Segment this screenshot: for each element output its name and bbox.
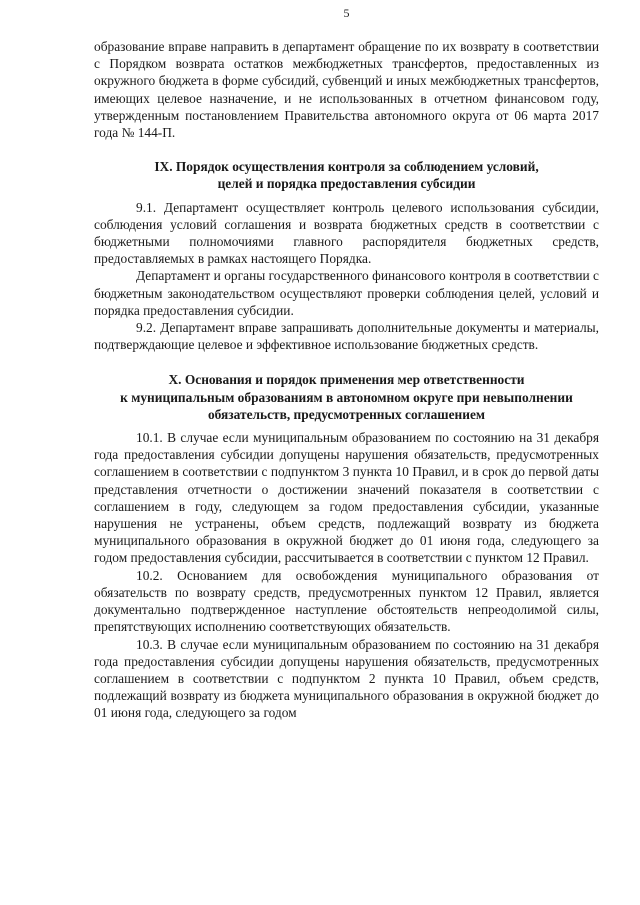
section-10-heading [94,371,599,423]
section-10-heading-line: обязательств, предусмотренных соглашением [207,406,486,422]
section-10-heading-line: X. Основания и порядок применения мер ответственности [168,372,525,388]
paragraph-9-1: 9.1. Департамент осуществляет контроль целевого использования субсидии, соблюдения условий соглашения и возврата бюджетных средств в соответствии с бюджетными полномочиями главного распорядителя бюджетных средств, предоставляемых в рамках настоящего Порядка. [94,199,599,267]
paragraph-10-1: 10.1. В случае если муниципальным образованием по состоянию на 31 декабря года предоставления субсидии допущены нарушения обязательств, предусмотренных соглашением в соответствии с подпунктом 3 пункта 10 Правил, и в срок до первой даты представления отчетности о достижении значений показателя в соответствии с соглашением в году, следующем за годом предоставления субсидии, указанные нарушения не устранены, объем средств, подлежащий возврату из бюджета муниципального образования в окружной бюджет до 01 июня года, следующего за годом предоставления субсидии, рассчитывается в соответствии с пунктом 12 Правил. [94,430,599,566]
paragraph-continuation: образование вправе направить в департамент обращение по их возврату в соответствии с Порядком возврата остатков межбюджетных трансфертов, предоставленных из окружного бюджета в форме субсидий, субвенций и иных межбюджетных трансфертов, имеющих целевое назначение, и не использованных в отчетном финансовом году, утвержденным постановлением Правительства автономного округа от 06 марта 2017 года № 144-П. [94,39,599,141]
paragraph-10-3: 10.3. В случае если муниципальным образованием по состоянию на 31 декабря года предоставления субсидии допущены нарушения обязательств, предусмотренных соглашением в соответствии с подпунктом 2 пункта 10 Правил, объем средств, подлежащий возврату из бюджета муниципального образования в окружной бюджет до 01 июня года, следующего за годом [94,636,599,721]
paragraph-9-2: 9.2. Департамент вправе запрашивать дополнительные документы и материалы, подтверждающие целевое и эффективное использование бюджетных средств. [94,320,599,353]
page-number: 5 [343,6,350,20]
section-9-heading-line: IX. Порядок осуществления контроля за соблюдением условий, [154,159,539,175]
paragraph-9-1-control: Департамент и органы государственного финансового контроля в соответствии с бюджетным законодательством осуществляют проверки соблюдения целей, условий и порядка предоставления субсидии. [94,268,599,318]
section-9-heading-line: целей и порядка предоставления субсидии [217,176,476,192]
document-body [94,38,599,722]
paragraph-10-2: 10.2. Основанием для освобождения муниципального образования от обязательств по возврату средств, предусмотренных пунктом 12 Правил, является документально подтвержденное наступление обстоятельств непреодолимой силы, препятствующих исполнению соответствующих обязательств. [94,567,599,635]
section-10-heading-line: к муниципальным образованиям в автономном округе при невыполнении [120,389,573,405]
section-9-heading [94,158,599,192]
